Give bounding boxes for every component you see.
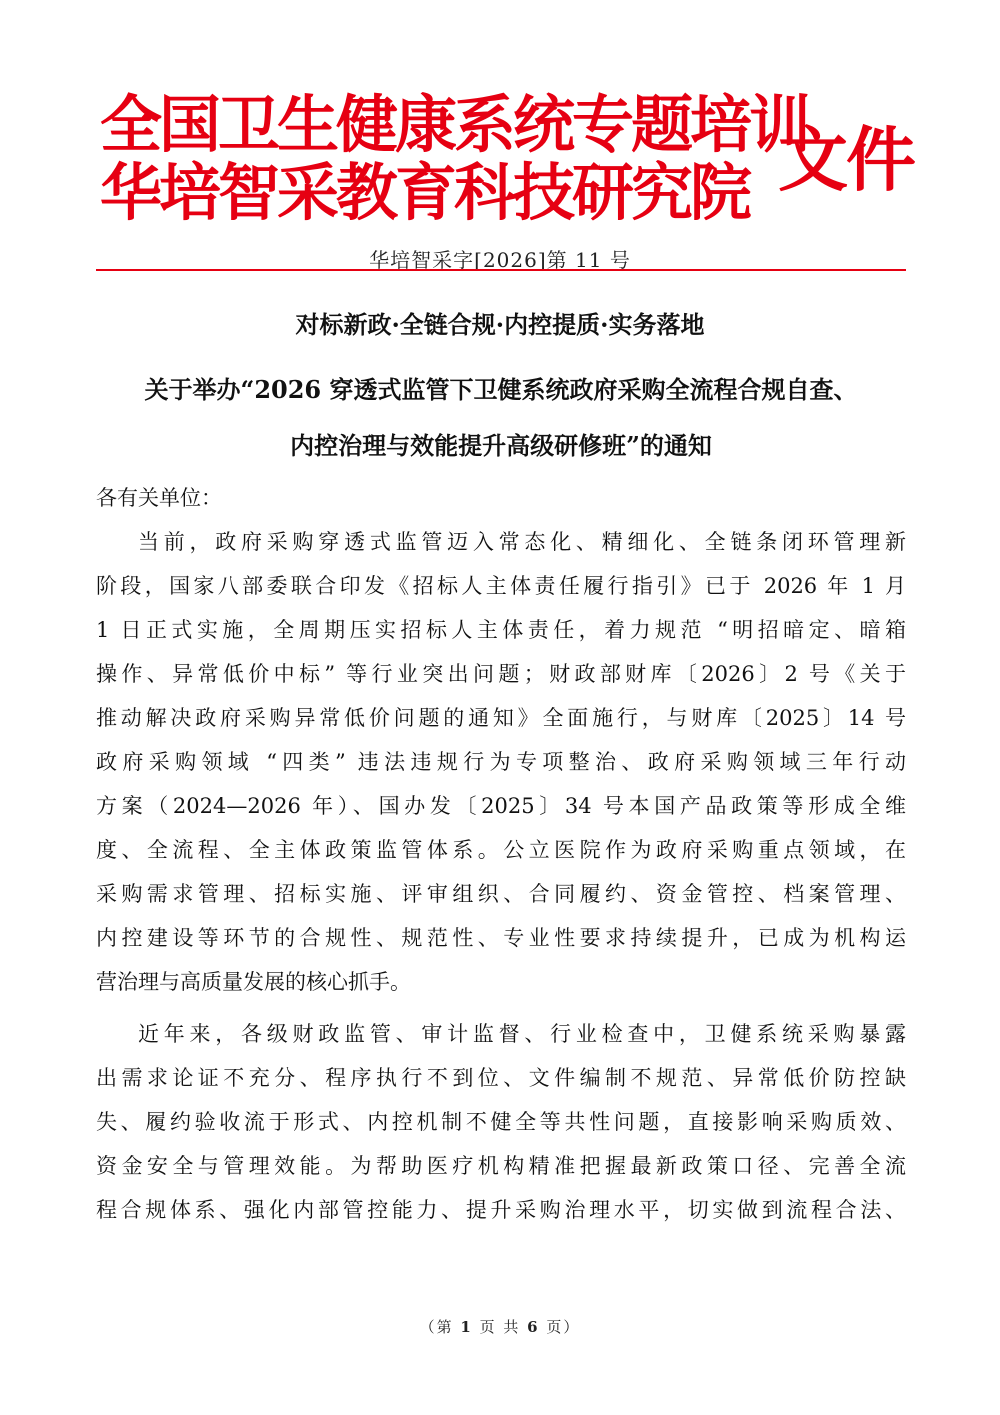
paragraph-line: 1 日正式实施，全周期压实招标人主体责任，着力规范 “明招暗定、暗箱 <box>96 618 906 642</box>
paragraph-gap <box>96 1004 906 1012</box>
letterhead-divider <box>96 269 906 271</box>
letterhead-line-1: 全国卫生健康系统专题培训 <box>100 88 809 161</box>
footer-prefix: （第 <box>419 1318 454 1336</box>
document-subtitle: 对标新政·全链合规·内控提质·实务落地 <box>295 310 705 339</box>
paragraph-1 <box>96 520 906 1004</box>
salutation: 各有关单位： <box>96 486 222 510</box>
document-number: 华培智采字[2026]第 11 号 <box>369 248 631 272</box>
paragraph-line: 近年来，各级财政监管、审计监督、行业检查中，卫健系统采购暴露 <box>138 1022 906 1046</box>
footer-middle: 页 共 <box>479 1318 521 1336</box>
document-title <box>96 362 906 474</box>
paragraph-line: 阶段，国家八部委联合印发《招标人主体责任履行指引》已于 2026 年 1 月 <box>96 574 906 598</box>
paragraph-line: 采购需求管理、招标实施、评审组织、合同履约、资金管控、档案管理、 <box>96 882 906 906</box>
letterhead-suffix: 文件 <box>778 119 914 201</box>
paragraph-line: 内控建设等环节的合规性、规范性、专业性要求持续提升，已成为机构运 <box>96 926 906 950</box>
letterhead-line-2: 华培智采教育科技研究院 <box>100 156 750 229</box>
paragraph-line: 资金安全与管理效能。为帮助医疗机构精准把握最新政策口径、完善全流 <box>96 1154 906 1178</box>
footer-suffix: 页） <box>546 1318 581 1336</box>
paragraph-line: 当前，政府采购穿透式监管迈入常态化、精细化、全链条闭环管理新 <box>138 530 906 554</box>
title-line-2: 内控治理与效能提升高级研修班”的通知 <box>290 431 712 460</box>
title-line-1: 关于举办“2026 穿透式监管下卫健系统政府采购全流程合规自查、 <box>144 375 858 404</box>
page-footer <box>0 1316 1000 1337</box>
document-body <box>96 476 906 1232</box>
paragraph-2 <box>96 1012 906 1232</box>
paragraph-line: 程合规体系、强化内部管控能力、提升采购治理水平，切实做到流程合法、 <box>96 1198 906 1222</box>
paragraph-line: 政府采购领域 “四类” 违法违规行为专项整治、政府采购领域三年行动 <box>96 750 906 774</box>
footer-page-number: 1 <box>460 1318 473 1336</box>
paragraph-line: 度、全流程、全主体政策监管体系。公立医院作为政府采购重点领域，在 <box>96 838 906 862</box>
paragraph-line: 营治理与高质量发展的核心抓手。 <box>96 970 411 994</box>
paragraph-line: 出需求论证不充分、程序执行不到位、文件编制不规范、异常低价防控缺 <box>96 1066 906 1090</box>
letterhead <box>100 88 920 232</box>
paragraph-line: 推动解决政府采购异常低价问题的通知》全面施行，与财库〔2025〕14 号 <box>96 706 906 730</box>
paragraph-line: 失、履约验收流于形式、内控机制不健全等共性问题，直接影响采购质效、 <box>96 1110 906 1134</box>
footer-page-total: 6 <box>527 1318 540 1336</box>
paragraph-line: 操作、异常低价中标” 等行业突出问题；财政部财库〔2026〕2 号《关于 <box>96 662 906 686</box>
paragraph-line: 方案（2024—2026 年）、国办发〔2025〕34 号本国产品政策等形成全维 <box>96 794 906 818</box>
